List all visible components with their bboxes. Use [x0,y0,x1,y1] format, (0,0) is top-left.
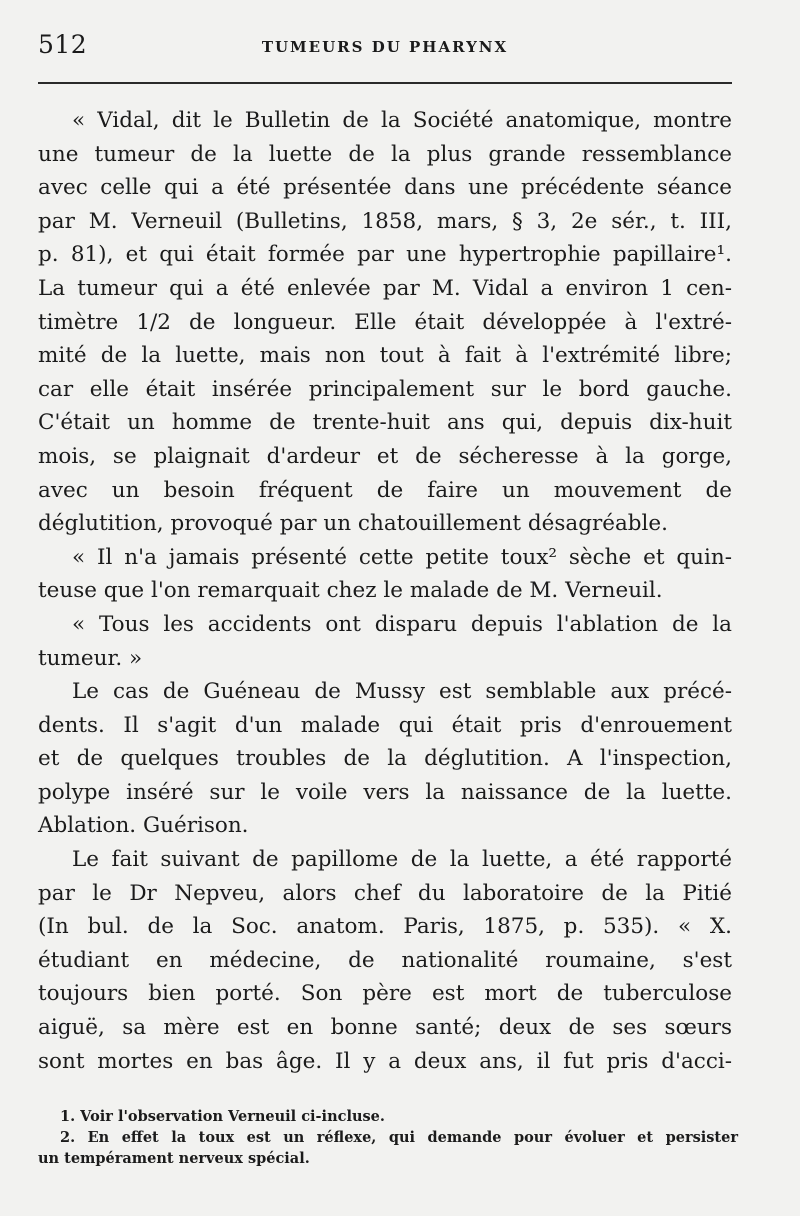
text-line: « Vidal, dit le Bulletin de la Société anatomique, montre [72,108,732,133]
text-line: p. 81), et qui était formée par une hypertrophie papillaire¹. [38,242,732,268]
text-line: teuse que l'on remarquait chez le malade de M. Verneuil. [38,578,663,604]
text-line: avec un besoin fréquent de faire un mouvement de [38,477,732,503]
text-line: « Il n'a jamais présenté cette petite toux² sèche et quin- [72,544,732,570]
running-title: TUMEURS DU PHARYNX [261,38,509,56]
text-line: mois, se plaignait d'ardeur et de sécheresse à la gorge, [38,443,732,469]
text-line: « Tous les accidents ont disparu depuis l'ablation de la [72,611,732,637]
text-line: Ablation. Guérison. [38,813,249,839]
running-header [38,30,732,70]
text-line: mité de la luette, mais non tout à fait à l'extrémité libre; [38,343,732,369]
text-line: avec celle qui a été présentée dans une précédente séance [38,175,732,201]
text-line: dents. Il s'agit d'un malade qui était pris d'enrouement [38,712,732,738]
text-line: toujours bien porté. Son père est mort de tuberculose [38,981,732,1007]
text-line: Le cas de Guéneau de Mussy est semblable aux précé- [72,679,732,705]
footnotes [38,1106,738,1169]
text-line: et de quelques troubles de la déglutition. A l'inspection, [38,746,732,772]
text-line: (In bul. de la Soc. anatom. Paris, 1875, p. 535). « X. [38,914,732,940]
footnote-2-continued: un tempérament nerveux spécial. [38,1150,310,1167]
text-line: déglutition, provoqué par un chatouillement désagréable. [38,511,668,537]
text-line: car elle était insérée principalement sur le bord gauche. [38,376,732,402]
text-line: C'était un homme de trente-huit ans qui, depuis dix-huit [38,410,732,436]
header-rule [38,82,732,84]
text-line: aiguë, sa mère est en bonne santé; deux de ses sœurs [38,1015,732,1041]
text-line: étudiant en médecine, de nationalité roumaine, s'est [38,947,732,973]
footnote-1: 1. Voir l'observation Verneuil ci-incluse. [60,1108,385,1125]
text-line: timètre 1/2 de longueur. Elle était développée à l'extré- [38,309,732,335]
text-line: par le Dr Nepveu, alors chef du laboratoire de la Pitié [38,880,732,906]
page-number: 512 [38,30,88,59]
body-text [38,104,732,1078]
text-line: polype inséré sur le voile vers la naissance de la luette. [38,779,732,805]
text-line: tumeur. » [38,645,143,671]
text-line: une tumeur de la luette de la plus grande ressemblance [38,141,732,167]
text-line: La tumeur qui a été enlevée par M. Vidal a environ 1 cen- [38,275,732,301]
text-line: Le fait suivant de papillome de la luette, a été rapporté [72,847,732,873]
footnote-2: 2. En effet la toux est un réflexe, qui demande pour évoluer et persister [60,1129,738,1146]
text-line: sont mortes en bas âge. Il y a deux ans, il fut pris d'acci- [38,1048,732,1074]
text-line: par M. Verneuil (Bulletins, 1858, mars, § 3, 2e sér., t. III, [38,208,732,234]
